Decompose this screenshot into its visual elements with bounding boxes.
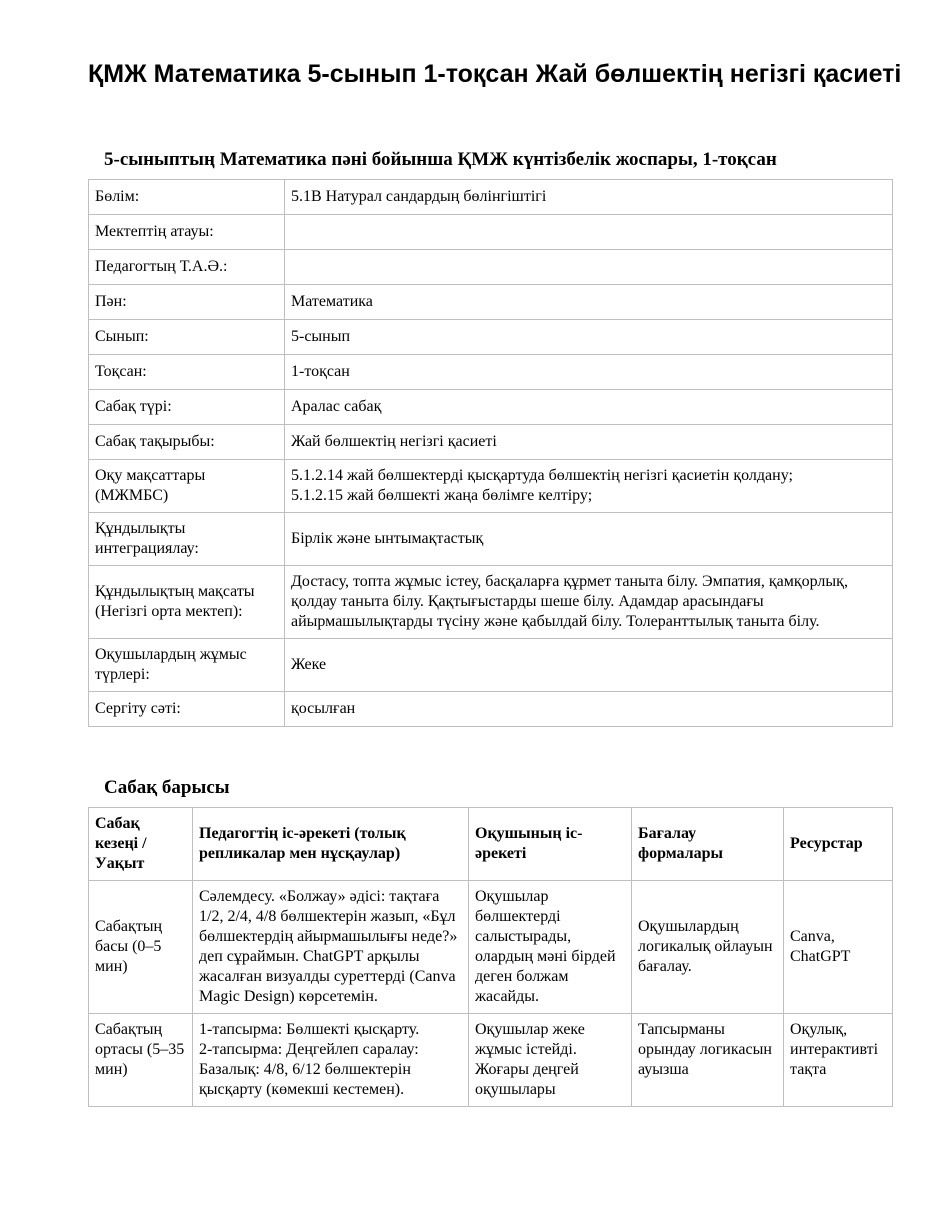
assessment-form: Оқушылардың логикалық ойлауын бағалау. bbox=[632, 881, 784, 1014]
table-row bbox=[89, 692, 893, 727]
plan-heading: 5-сыныптың Математика пәні бойынша ҚМЖ күнтізбелік жоспары, 1-тоқсан bbox=[104, 149, 777, 170]
info-value bbox=[285, 250, 893, 285]
resources: Canva, ChatGPT bbox=[784, 881, 893, 1014]
student-activity: Оқушылар жеке жұмыс істейді. Жоғары деңгей оқушылары bbox=[469, 1014, 632, 1107]
table-row bbox=[89, 355, 893, 390]
table-row bbox=[89, 460, 893, 513]
table-row bbox=[89, 513, 893, 566]
student-activity: Оқушылар бөлшектерді салыстырады, олардың мәні бірдей деген болжам жасайды. bbox=[469, 881, 632, 1014]
table-row bbox=[89, 285, 893, 320]
info-table bbox=[88, 179, 893, 727]
info-value: Достасу, топта жұмыс істеу, басқаларға құрмет таныта білу. Эмпатия, қамқорлық, қолдау таныта білу. Қақтығыстарды шеше білу. Адамдар арасындағы айырмашылықтарды түсіну және қабылдай білу. Толеранттылық таныта білу. bbox=[285, 566, 893, 639]
table-row bbox=[89, 215, 893, 250]
table-row bbox=[89, 566, 893, 639]
info-label: Құндылықты интеграциялау: bbox=[89, 513, 285, 566]
assessment-form: Тапсырманы орындау логикасын ауызша bbox=[632, 1014, 784, 1107]
info-label: Оқу мақсаттары (МЖМБС) bbox=[89, 460, 285, 513]
column-header-teacher: Педагогтің іс-әрекеті (толық репликалар мен нұсқаулар) bbox=[193, 808, 469, 881]
teacher-activity: 1-тапсырма: Бөлшекті қысқарту. 2-тапсырма: Деңгейлеп саралау: Базалық: 4/8, 6/12 бөлшектерін қысқарту (көмекші кестемен). bbox=[193, 1014, 469, 1107]
info-value: 5.1В Натурал сандардың бөлінгіштігі bbox=[285, 180, 893, 215]
info-value: Жай бөлшектің негізгі қасиеті bbox=[285, 425, 893, 460]
info-label: Құндылықтың мақсаты (Негізгі орта мектеп): bbox=[89, 566, 285, 639]
info-label: Педагогтың Т.А.Ә.: bbox=[89, 250, 285, 285]
info-label: Пән: bbox=[89, 285, 285, 320]
info-label: Сергіту сәті: bbox=[89, 692, 285, 727]
table-row bbox=[89, 639, 893, 692]
info-label: Мектептің атауы: bbox=[89, 215, 285, 250]
lesson-stage: Сабақтың басы (0–5 мин) bbox=[89, 881, 193, 1014]
table-row bbox=[89, 1014, 893, 1107]
column-header-stage: Сабақ кезеңі / Уақыт bbox=[89, 808, 193, 881]
info-label: Бөлім: bbox=[89, 180, 285, 215]
column-header-resources: Ресурстар bbox=[784, 808, 893, 881]
info-value: 5-сынып bbox=[285, 320, 893, 355]
document-title: ҚМЖ Математика 5-сынып 1-тоқсан Жай бөлшектің негізгі қасиеті bbox=[88, 60, 902, 88]
info-value: Жеке bbox=[285, 639, 893, 692]
lesson-heading: Сабақ барысы bbox=[104, 777, 230, 798]
info-value: 1-тоқсан bbox=[285, 355, 893, 390]
table-row bbox=[89, 425, 893, 460]
info-value: Бірлік және ынтымақтастық bbox=[285, 513, 893, 566]
column-header-student: Оқушының іс-әрекеті bbox=[469, 808, 632, 881]
table-row bbox=[89, 390, 893, 425]
table-row bbox=[89, 881, 893, 1014]
table-row bbox=[89, 250, 893, 285]
info-value: Математика bbox=[285, 285, 893, 320]
info-label: Тоқсан: bbox=[89, 355, 285, 390]
info-label: Сабақ түрі: bbox=[89, 390, 285, 425]
column-header-assessment: Бағалау формалары bbox=[632, 808, 784, 881]
table-row bbox=[89, 320, 893, 355]
lesson-stage: Сабақтың ортасы (5–35 мин) bbox=[89, 1014, 193, 1107]
resources: Оқулық, интерактивті тақта bbox=[784, 1014, 893, 1107]
info-value: Аралас сабақ bbox=[285, 390, 893, 425]
info-label: Оқушылардың жұмыс түрлері: bbox=[89, 639, 285, 692]
info-label: Сынып: bbox=[89, 320, 285, 355]
info-label: Сабақ тақырыбы: bbox=[89, 425, 285, 460]
info-value: қосылған bbox=[285, 692, 893, 727]
info-value: 5.1.2.14 жай бөлшектерді қысқартуда бөлшектің негізгі қасиетін қолдану; 5.1.2.15 жай бөлшекті жаңа бөлімге келтіру; bbox=[285, 460, 893, 513]
teacher-activity: Сәлемдесу. «Болжау» әдісі: тақтаға 1/2, 2/4, 4/8 бөлшектерін жазып, «Бұл бөлшектердің айырмашылығы неде?» деп сұраймын. ChatGPT арқылы жасалған визуалды суреттерді (Canva Magic Design) көрсетемін. bbox=[193, 881, 469, 1014]
table-row bbox=[89, 180, 893, 215]
info-value bbox=[285, 215, 893, 250]
table-header-row bbox=[89, 808, 893, 881]
lesson-table bbox=[88, 807, 893, 1107]
